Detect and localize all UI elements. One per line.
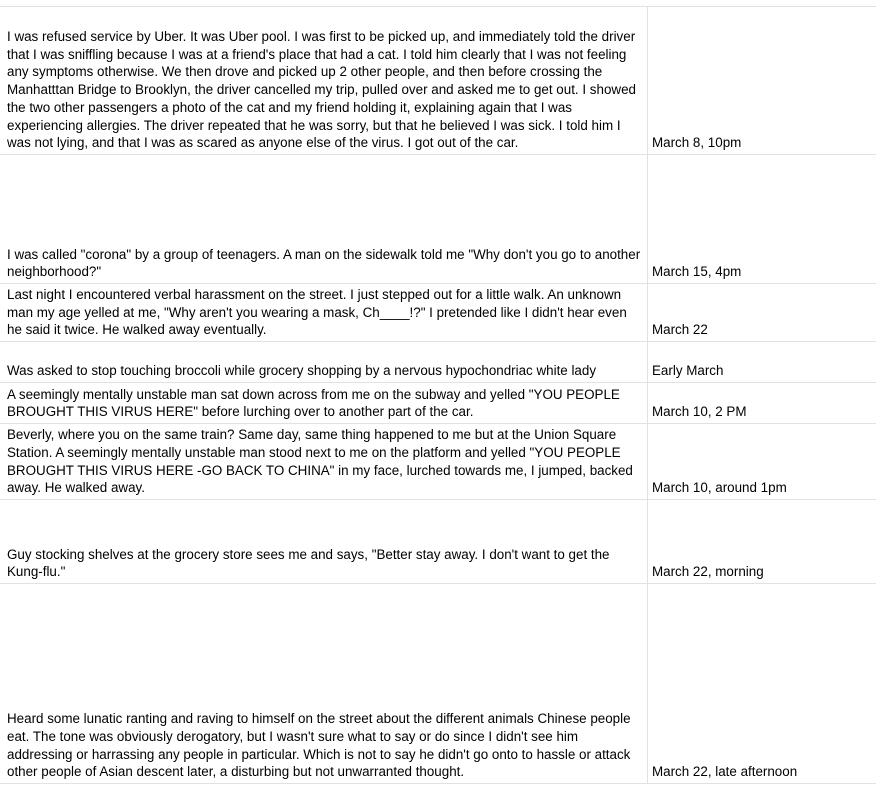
- date-text: March 22, late afternoon: [652, 764, 798, 780]
- description-cell[interactable]: [0, 584, 648, 783]
- table-row: [0, 342, 876, 383]
- date-cell[interactable]: [648, 383, 876, 423]
- date-text: March 22: [652, 322, 708, 338]
- description-cell[interactable]: [0, 284, 648, 341]
- date-cell[interactable]: [648, 7, 876, 154]
- date-text: March 15, 4pm: [652, 264, 742, 280]
- table-row: [0, 424, 876, 500]
- description-cell[interactable]: [0, 424, 648, 499]
- date-text: March 8, 10pm: [652, 135, 742, 151]
- date-text: March 10, 2 PM: [652, 404, 747, 420]
- date-text: March 10, around 1pm: [652, 480, 787, 496]
- date-cell[interactable]: [648, 284, 876, 341]
- description-cell[interactable]: [0, 500, 648, 583]
- table-row: [0, 584, 876, 784]
- table-row: [0, 7, 876, 155]
- table-row: [0, 383, 876, 424]
- date-cell[interactable]: [648, 424, 876, 499]
- description-text: Beverly, where you on the same train? Same day, same thing happened to me but at the Union Square Station. A seemingly mentally unstable man stood next to me on the platform and yelled "YOU PEOPLE BROUGHT THIS VIRUS HERE -GO BACK TO CHINA" in my face, lurched towards me, I jumped, backed away. He walked away.: [7, 427, 633, 496]
- description-text: I was refused service by Uber. It was Uber pool. I was first to be picked up, and immediately told the driver that I was sniffling because I was at a friend's place that had a cat. I told him clearly that I was not feeling any symptoms otherwise. We then drove and picked up 2 other people, and then before crossing the Manhatttan Bridge to Brooklyn, the driver cancelled my trip, pulled over and asked me to get out. I showed the two other passengers a photo of the cat and my friend holding it, explaining again that I was experiencing allergies. The driver repeated that he was sorry, but that he believed I was sick. I told him I was not lying, and that I was as scared as anyone else of the virus. I got out of the car.: [7, 29, 636, 151]
- table-row: [0, 500, 876, 584]
- date-text: March 22, morning: [652, 564, 764, 580]
- date-cell[interactable]: [648, 342, 876, 382]
- table-row: [0, 284, 876, 342]
- date-cell[interactable]: [648, 500, 876, 583]
- description-text: Guy stocking shelves at the grocery store sees me and says, "Better stay away. I don't want to get the Kung-flu.": [7, 546, 610, 580]
- description-text: Heard some lunatic ranting and raving to himself on the street about the different animals Chinese people eat. The tone was obviously derogatory, but I wasn't sure what to say or do since I didn't see him addressing or harrassing any people in particular. Which is not to say he didn't go onto to hassle or attack other people of Asian descent later, a disturbing but not unwarranted thought.: [7, 711, 631, 780]
- description-cell[interactable]: [0, 7, 648, 154]
- description-cell[interactable]: [0, 342, 648, 382]
- description-text: Last night I encountered verbal harassment on the street. I just stepped out for a little walk. An unknown man my age yelled at me, "Why aren't you wearing a mask, Ch____!?" I pretended like I didn't hear even he said it twice. He walked away eventually.: [7, 286, 627, 338]
- table-row: [0, 155, 876, 284]
- spreadsheet-grid: [0, 6, 876, 784]
- date-cell[interactable]: [648, 584, 876, 783]
- description-text: A seemingly mentally unstable man sat down across from me on the subway and yelled "YOU PEOPLE BROUGHT THIS VIRUS HERE" before lurching over to another part of the car.: [7, 386, 620, 420]
- date-text: Early March: [652, 363, 724, 379]
- description-cell[interactable]: [0, 383, 648, 423]
- description-cell[interactable]: [0, 155, 648, 283]
- date-cell[interactable]: [648, 155, 876, 283]
- description-text: I was called "corona" by a group of teenagers. A man on the sidewalk told me "Why don't you go to another neighborhood?": [7, 246, 641, 280]
- description-text: Was asked to stop touching broccoli while grocery shopping by a nervous hypochondriac white lady: [7, 363, 597, 379]
